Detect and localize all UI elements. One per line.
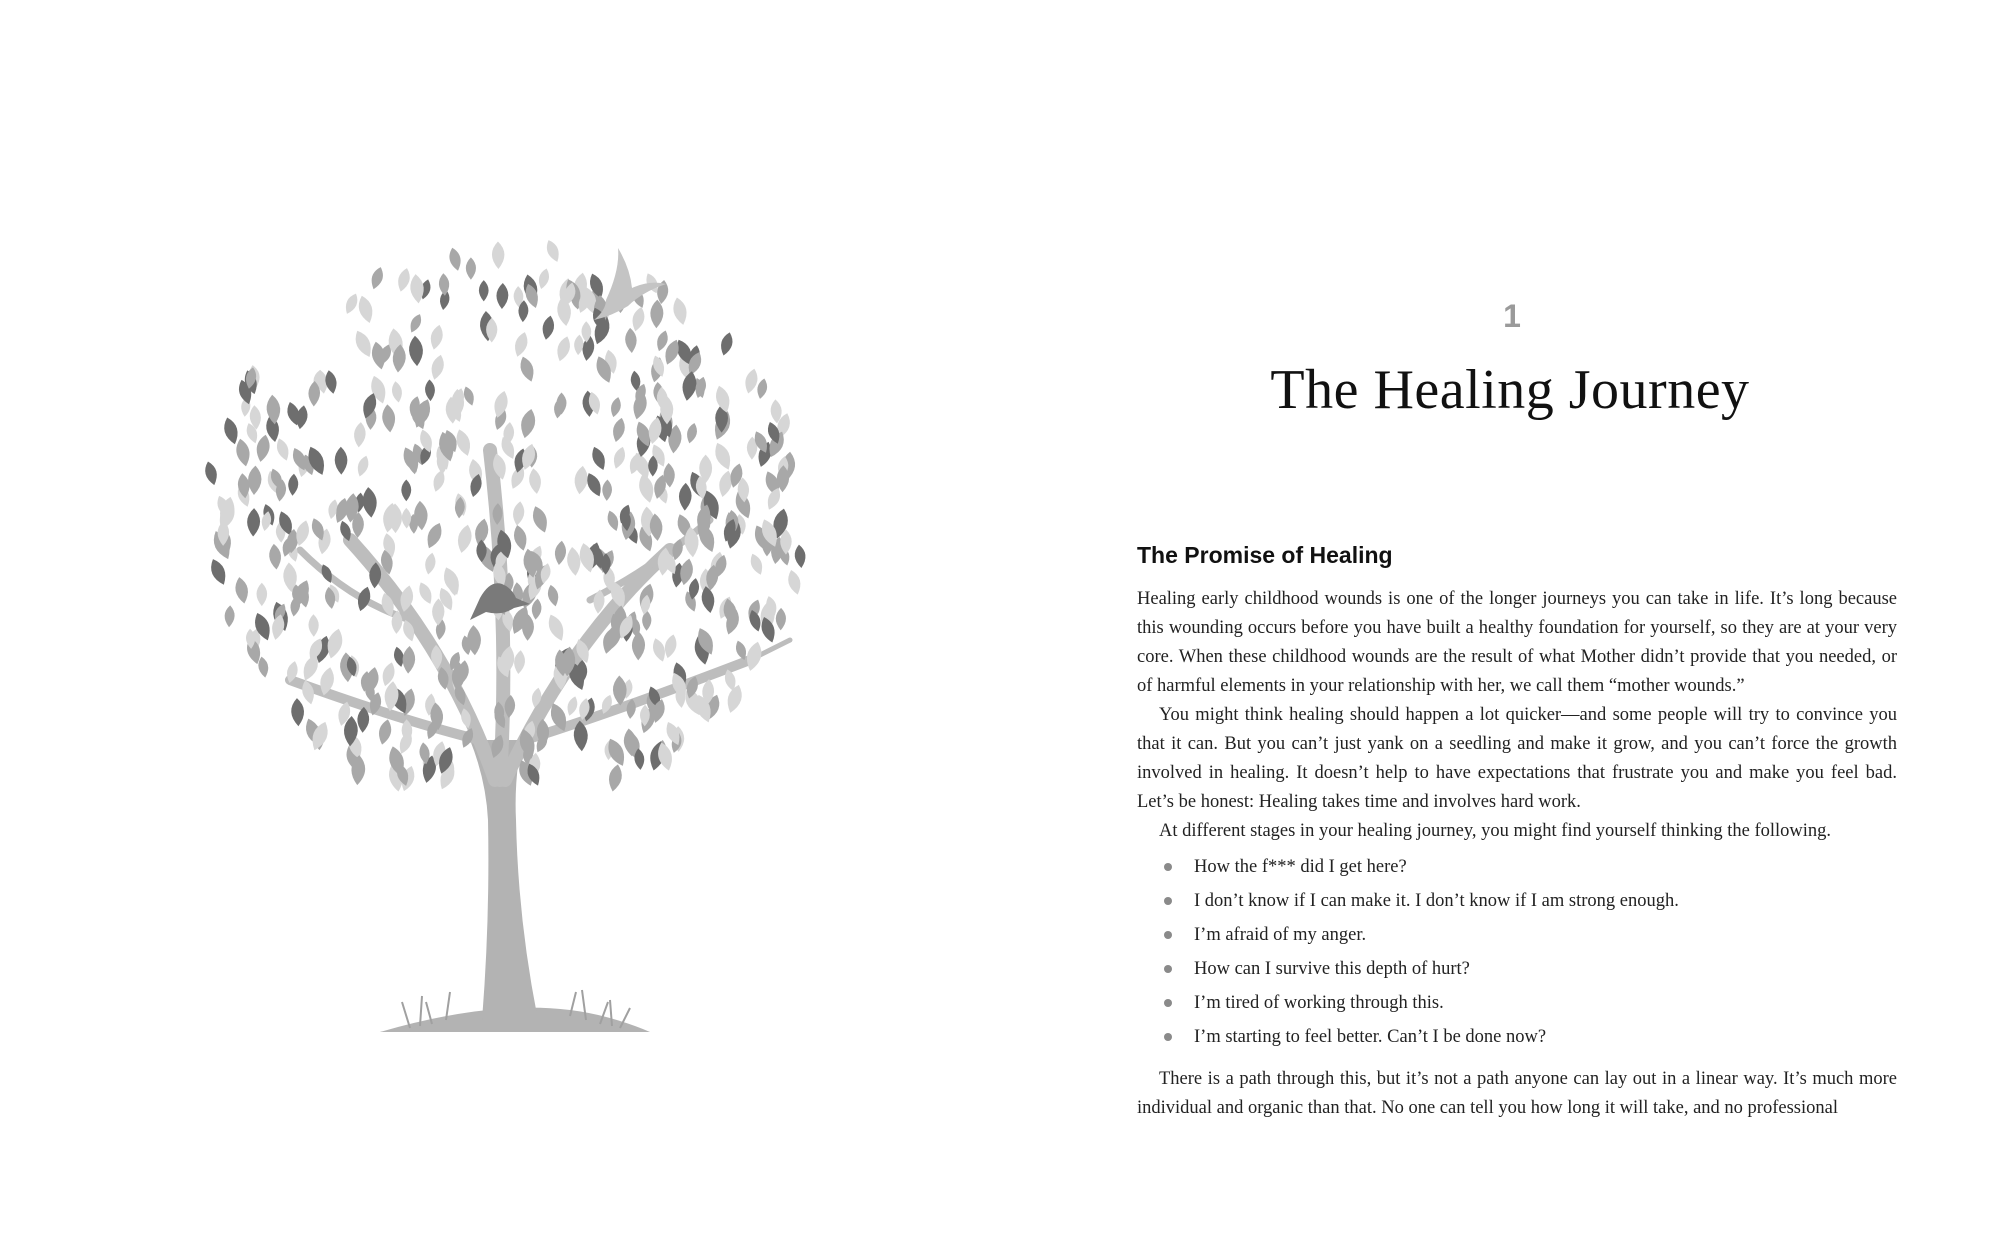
- leaf: [479, 280, 489, 301]
- leaf: [409, 273, 425, 304]
- leaf: [447, 246, 463, 272]
- leaf: [607, 763, 625, 792]
- leaf: [671, 296, 690, 326]
- leaf: [611, 445, 628, 470]
- leaf: [662, 633, 679, 659]
- leaf: [407, 312, 424, 334]
- section-heading: The Promise of Healing: [1137, 542, 1393, 568]
- leaf: [356, 294, 376, 325]
- list-item: I’m tired of working through this.: [1137, 986, 1897, 1020]
- leaf: [602, 479, 612, 501]
- leaf: [632, 631, 646, 660]
- thoughts-list: [1137, 850, 1897, 1054]
- leaf: [247, 465, 262, 495]
- leaf: [402, 646, 416, 674]
- leaf: [221, 416, 241, 446]
- leaf: [685, 422, 699, 445]
- leaf: [518, 407, 538, 439]
- leaf: [233, 576, 250, 605]
- leaf: [573, 334, 584, 355]
- leaf: [491, 389, 510, 419]
- leaf: [748, 552, 766, 577]
- leaf: [610, 417, 627, 444]
- leaf: [429, 353, 447, 381]
- leaf: [511, 524, 529, 553]
- list-item: How can I survive this depth of hurt?: [1137, 952, 1897, 986]
- leaf: [423, 521, 445, 551]
- leaf: [353, 422, 367, 448]
- leaf: [573, 465, 589, 495]
- paragraph-4: There is a path through this, but it’s not a path anyone can lay out in a linear way. It’s much more individual and organic than that. No one can tell you how long it will take, and no professional: [1137, 1069, 1897, 1118]
- leaf: [566, 546, 583, 576]
- leaf: [545, 612, 568, 643]
- leaf: [423, 552, 437, 576]
- leaf: [554, 335, 573, 363]
- leaf: [650, 299, 664, 328]
- leaf: [361, 486, 378, 518]
- chapter-title: The Healing Journey: [1270, 359, 1750, 421]
- leaf: [355, 454, 371, 478]
- leaf: [308, 614, 319, 637]
- list-item: I’m starting to feel better. Can’t I be done now?: [1137, 1020, 1897, 1054]
- leaf: [794, 544, 807, 568]
- leaf: [408, 335, 424, 366]
- leaf: [224, 605, 235, 627]
- leaf: [776, 608, 787, 631]
- leaf: [291, 698, 305, 727]
- leaf: [455, 523, 474, 554]
- leaf: [565, 695, 580, 717]
- leaf: [536, 267, 551, 290]
- leaf: [743, 367, 760, 395]
- leaf: [416, 580, 435, 606]
- paragraph-3: At different stages in your healing journey, you might find yourself thinking the following.: [1159, 821, 1832, 841]
- leaf: [376, 718, 393, 746]
- leaf: [401, 479, 411, 501]
- list-item: I don’t know if I can make it. I don’t know if I am strong enough.: [1137, 884, 1897, 918]
- paragraph-1: Healing early childhood wounds is one of the longer journeys you can take in life. It’s long because this wounding occurs before you have built a healthy foundation for yourself, so they are at your very core. When these childhood wounds are the result of what Mother didn’t provide that you needed, or of harmful elements in your relationship with her, we call them “mother wounds.”: [1137, 589, 1897, 696]
- leaf: [540, 315, 556, 341]
- leaf: [630, 306, 647, 333]
- leaf: [630, 391, 649, 421]
- list-item: I’m afraid of my anger.: [1137, 918, 1897, 952]
- leaf: [544, 238, 563, 264]
- leaf: [512, 330, 531, 358]
- leaf: [786, 569, 804, 597]
- leaf: [513, 650, 526, 675]
- leaf: [257, 583, 268, 606]
- leaf: [287, 473, 299, 496]
- leaf: [553, 540, 567, 566]
- leaf: [492, 241, 505, 269]
- leaf: [466, 257, 476, 279]
- leaf: [609, 396, 623, 418]
- leaf: [274, 437, 292, 463]
- leaf: [234, 437, 252, 467]
- leaf: [438, 273, 450, 296]
- leaf: [529, 504, 551, 535]
- leaf: [428, 324, 445, 351]
- leaf: [395, 267, 412, 293]
- tree-icon: [150, 220, 870, 1040]
- leaf: [678, 483, 692, 511]
- tree-illustration: [150, 220, 870, 1040]
- leaf: [342, 292, 360, 316]
- leaf: [431, 468, 448, 493]
- leaf: [323, 369, 338, 395]
- leaf: [247, 508, 261, 537]
- leaf: [624, 327, 637, 353]
- leaf: [511, 501, 525, 527]
- leaf: [605, 509, 621, 532]
- leaf: [546, 584, 561, 608]
- leaf: [755, 378, 769, 400]
- leaf: [369, 266, 386, 291]
- chapter-number: 1: [1503, 298, 1521, 334]
- leaf: [381, 404, 397, 433]
- leaf: [711, 440, 735, 472]
- leaf: [268, 543, 282, 570]
- leaf: [390, 380, 403, 403]
- leaf: [528, 468, 543, 495]
- leaf: [351, 328, 375, 360]
- leaf: [425, 379, 436, 401]
- list-item: How the f*** did I get here?: [1137, 850, 1897, 884]
- leaf: [724, 683, 745, 715]
- leaf: [589, 445, 609, 472]
- leaf: [517, 355, 537, 384]
- leaf: [718, 331, 735, 357]
- paragraph-2: You might think healing should happen a lot quicker—and some people will try to convince you that it can. But you can’t just yank on a seedling and make it grow, and you can’t force the growth involved in healing. It doesn’t help to have expectations that frustrate you and make you feel bad. Let’s be honest: Healing takes time and involves hard work.: [1137, 705, 1897, 812]
- leaf: [203, 460, 220, 486]
- leaf: [207, 557, 230, 588]
- leaf: [334, 447, 347, 475]
- leaf: [680, 370, 699, 402]
- leaf: [496, 283, 509, 309]
